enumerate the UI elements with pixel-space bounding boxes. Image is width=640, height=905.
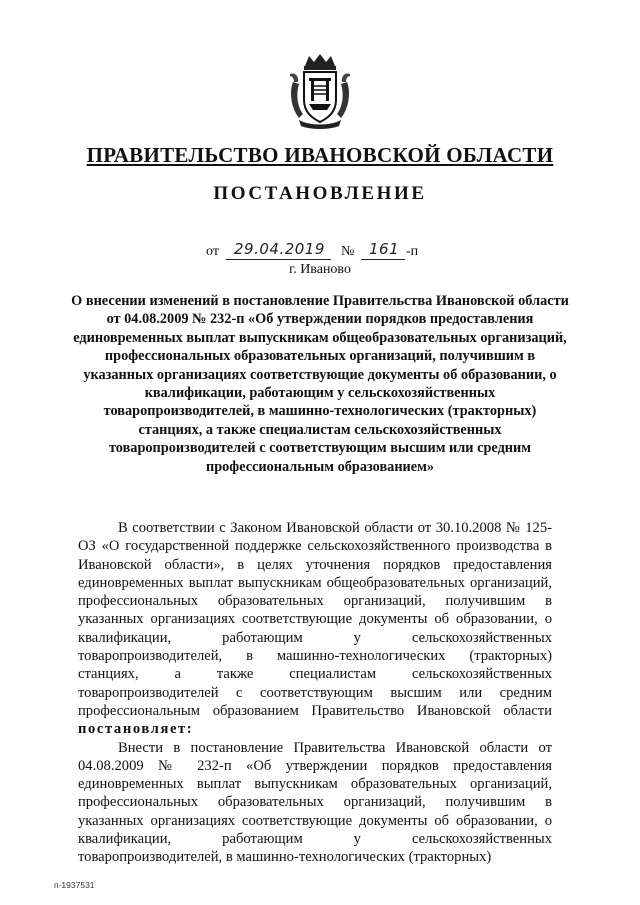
document-date: 29.04.2019 xyxy=(234,240,325,258)
document-body xyxy=(78,519,552,867)
city: г. Иваново xyxy=(289,262,351,277)
date-underline xyxy=(226,259,331,260)
document-heading: О внесении изменений в постановление Правительства Ивановской области от 04.08.2009 № 232-п «Об утверждении порядков предоставления единовременных выплат выпускникам общеобразовательных организаций, профессиональных образовательных организаций, получившим в указанных организациях соответствующие документы об образовании, о квалификации, работающим у сельскохозяйственных товаропроизводителей, в машинно-технологических (тракторных) станциях, а также специалистам сельскохозяйственных товаропроизводителей с соответствующим высшим или средним профессиональным образованием» xyxy=(71,293,569,475)
document-number: 161 xyxy=(369,240,400,258)
ivanovo-coat-of-arms-icon xyxy=(287,52,353,130)
resolves-phrase: постановляет: xyxy=(78,721,194,738)
from-label: от xyxy=(206,244,219,259)
number-underline xyxy=(361,259,405,260)
date-number-line xyxy=(206,240,446,262)
footer-code: п-1937531 xyxy=(54,880,95,890)
number-label: № xyxy=(341,244,355,259)
body-paragraph: Внести в постановление Правительства Ивановской области от 04.08.2009 № 232-п «Об утверждении порядков предоставления единовременных выплат выпускникам образовательных организаций, профессиональных образовательных организаций, получившим в указанных организациях соответствующие документы об образовании, о квалификации, работающим у сельскохозяйственных товаропроизводителей, в машинно-технологических (тракторных) xyxy=(78,739,552,866)
document-type: ПОСТАНОВЛЕНИЕ xyxy=(213,183,427,204)
body-paragraph xyxy=(78,519,552,739)
government-title: ПРАВИТЕЛЬСТВО ИВАНОВСКОЙ ОБЛАСТИ xyxy=(86,143,554,167)
paragraph-text: В соответствии с Законом Ивановской области от 30.10.2008 № 125-ОЗ «О государственной поддержке сельскохозяйственного производства в Ивановской области», в целях уточнения порядков предоставления единовременных выплат выпускникам общеобразовательных организаций, профессиональных образовательных организаций, получившим в указанных организациях соответствующие документы об образовании, о квалификации, работающим у сельскохозяйственных товаропроизводителей, в машинно-технологических (тракторных) станциях, а также специалистам сельскохозяйственных товаропроизводителей с соответствующим высшим или средним профессиональным образованием Правительство Ивановской области xyxy=(78,520,552,719)
number-suffix: -п xyxy=(406,244,419,259)
